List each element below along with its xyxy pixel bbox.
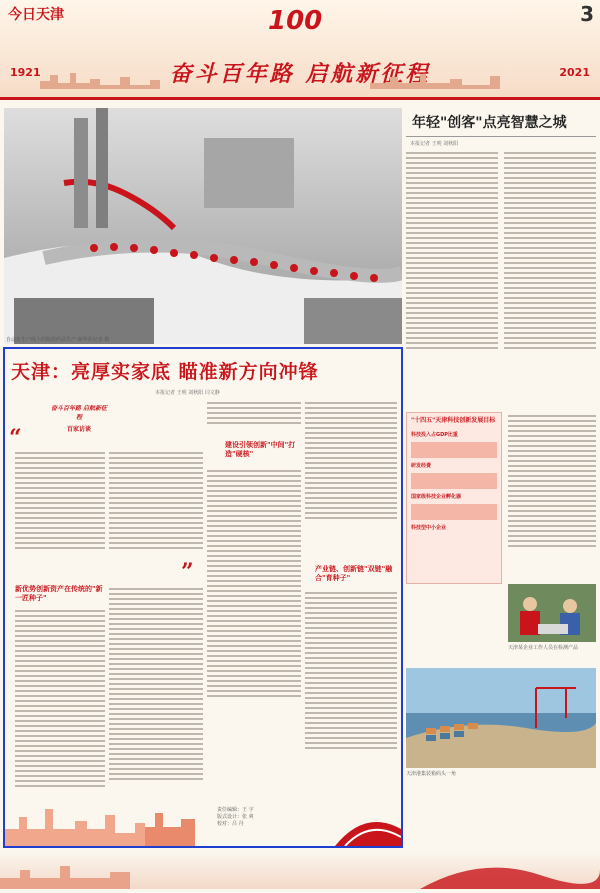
body-column: [15, 607, 105, 790]
infographic-panel: [406, 412, 502, 584]
port-photo: [406, 668, 596, 768]
footer-wave-decoration: [0, 850, 600, 889]
year-right: 2021: [559, 66, 590, 79]
infographic-item: 研发经费: [411, 463, 432, 469]
worker-image: [508, 584, 596, 642]
section-subhead: 新优势创新资产在传统的"新一匠种子": [15, 585, 103, 602]
port-image: [406, 668, 596, 768]
production-line-image: [4, 108, 402, 344]
skyline-decoration-left: [40, 71, 240, 89]
section-subhead: 产业链、创新链"双链"融合"育种子": [315, 565, 393, 582]
year-left: 1921: [10, 66, 41, 79]
series-banner-title: 奋斗百年路 启航新征程: [50, 405, 108, 421]
close-quote-mark: ”: [181, 559, 194, 585]
footer-skyline-decoration: [5, 799, 401, 846]
right-article: [406, 108, 596, 408]
right-column-text: [508, 412, 596, 582]
top-photo-caption: 自动化生产线上的瓶装药品生产 新华社记者 摄: [6, 337, 110, 343]
section-subhead: 建设引领创新"中间"打造"硬核": [225, 441, 296, 458]
open-quote-mark: “: [9, 425, 22, 451]
infographic-figure: [411, 442, 497, 458]
body-column: [207, 467, 301, 700]
anniversary-number: 100: [268, 6, 323, 36]
page-slogan: 奋斗百年路 启航新征程: [169, 62, 431, 87]
worker-photo: [508, 584, 596, 642]
editor-line: 责任编辑：王 宇: [217, 807, 254, 813]
right-article-headline: 年轻"创客"点亮智慧之城: [406, 108, 596, 137]
worker-photo-caption: 天津某企业工作人员在检测产品: [508, 645, 579, 651]
anniversary-logo: [268, 6, 332, 40]
main-article-byline: 本报记者 王明 刘秋阳 闫文静: [155, 390, 220, 396]
intro-paragraph: [15, 449, 105, 552]
top-photo: [4, 108, 402, 344]
port-photo-caption: 天津港集装箱码头一角: [406, 771, 457, 777]
series-banner-subtitle: 百家访谈: [66, 426, 91, 433]
right-article-byline: 本报记者 王明 刘秋阳: [410, 141, 459, 147]
main-article-headline: 天津：亮厚实家底 瞄准新方向冲锋: [11, 361, 319, 383]
body-column: [109, 585, 203, 783]
right-article-body: [406, 149, 596, 352]
masthead: [0, 0, 600, 100]
skyline-decoration-right: [370, 71, 570, 89]
infographic-figure: [411, 473, 497, 489]
page-number: 3: [580, 2, 594, 26]
body-column: [305, 589, 397, 752]
intro-paragraph: [109, 449, 203, 552]
series-banner: [49, 403, 109, 433]
page-footer: [0, 850, 600, 889]
infographic-item: 国家级科技企业孵化器: [411, 494, 462, 500]
body-column: [207, 399, 301, 427]
paper-name: 今日天津: [8, 7, 64, 23]
editor-line: 校对：吕 丹: [217, 821, 244, 827]
main-article-frame: [3, 347, 403, 848]
infographic-item: 科技型中小企业: [411, 525, 447, 531]
editor-line: 版式设计：张 爽: [217, 814, 254, 820]
body-column: [305, 399, 397, 522]
infographic-figure: [411, 504, 497, 520]
infographic-title: "十四五"天津科技创新发展目标: [411, 417, 496, 424]
infographic-item: 科技投入占GDP比重: [411, 432, 458, 438]
